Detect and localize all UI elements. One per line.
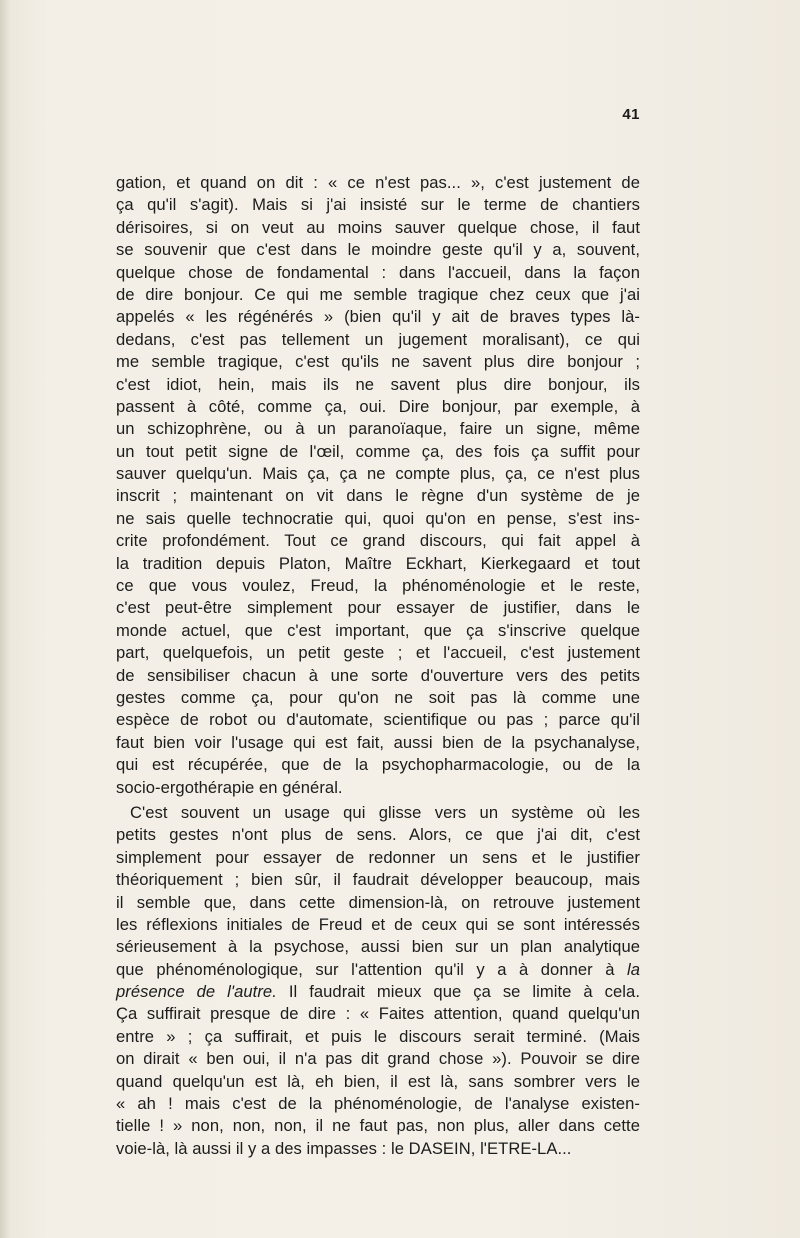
text-line: c'est idiot, hein, mais ils ne savent plus dire bonjour, ils [116,374,640,394]
text-line: Ça suffirait presque de dire : « Faites attention, quand quelqu'un [116,1004,640,1024]
text-line: socio-ergothérapie en général. [116,777,343,797]
italic-phrase: présence de l'autre. [116,982,277,1002]
text-line: quelque chose de fondamental : dans l'accueil, dans la façon [116,262,640,282]
text-line: dedans, c'est pas tellement un jugement moralisant), ce qui [116,329,640,349]
text-line: ce que vous voulez, Freud, la phénoménologie et le reste, [116,576,640,596]
text-line: il semble que, dans cette dimension-là, on retrouve justement [116,892,640,912]
text-line: me semble tragique, c'est qu'ils ne savent plus dire bonjour ; [116,352,640,372]
text-line: faut bien voir l'usage qui est fait, aussi bien de la psychanalyse, [116,732,640,752]
text-line: de dire bonjour. Ce qui me semble tragique chez ceux que j'ai [116,284,640,304]
text-line: C'est souvent un usage qui glisse vers un système où les [130,802,640,822]
text-line: ne sais quelle technocratie qui, quoi qu'on en pense, s'est ins- [116,508,640,528]
text-line: sérieusement à la psychose, aussi bien sur un plan analytique [116,937,640,957]
text-line: dérisoires, si on veut au moins sauver quelque chose, il faut [116,217,640,237]
text-line: les réflexions initiales de Freud et de ceux qui se sont intéressés [116,914,640,934]
text-line: c'est peut-être simplement pour essayer de justifier, dans le [116,598,640,618]
text-line: un tout petit signe de l'œil, comme ça, des fois ça suffit pour [116,441,640,461]
text-line: inscrit ; maintenant on vit dans le règne d'un système de je [116,486,640,506]
text-line: appelés « les régénérés » (bien qu'il y ait de braves types là- [116,307,640,327]
text-line: passent à côté, comme ça, oui. Dire bonjour, par exemple, à [116,396,640,416]
text-line: sauver quelqu'un. Mais ça, ça ne compte plus, ça, ce n'est plus [116,464,640,484]
paragraph-2 [116,802,640,1160]
text-line: « ah ! mais c'est de la phénoménologie, de l'analyse existen- [116,1094,640,1114]
paragraph-1 [116,172,640,799]
text-line: part, quelquefois, un petit geste ; et l'accueil, c'est justement [116,643,640,663]
text-line: entre » ; ça suffirait, et puis le discours serait terminé. (Mais [116,1026,640,1046]
text-line: gestes comme ça, pour qu'on ne soit pas là comme une [116,687,640,707]
text-line: un schizophrène, ou à un paranoïaque, faire un signe, même [116,419,640,439]
text-line: la tradition depuis Platon, Maître Eckhart, Kierkegaard et tout [116,553,640,573]
text-line: on dirait « ben oui, il n'a pas dit grand chose »). Pouvoir se dire [116,1049,640,1069]
text-line: gation, et quand on dit : « ce n'est pas... », c'est justement de [116,173,640,192]
text-line: monde actuel, que c'est important, que ça s'inscrive quelque [116,620,640,640]
page-number: 41 [622,106,640,123]
text-line: petits gestes n'ont plus de sens. Alors, ce que j'ai dit, c'est [116,825,640,845]
body-text [116,172,640,1160]
text-line: de sensibiliser chacun à une sorte d'ouverture vers des petits [116,665,640,685]
text-line: espèce de robot ou d'automate, scientifique ou pas ; parce qu'il [116,710,640,730]
text-line: simplement pour essayer de redonner un sens et le justifier [116,847,640,867]
text-line: que phénoménologique, sur l'attention qu'il y a à donner à la [116,959,640,979]
text-line: présence de l'autre. Il faudrait mieux que ça se limite à cela. [116,982,640,1002]
page-gutter-shadow [0,0,10,1238]
italic-phrase: la [626,959,640,979]
text-line: qui est récupérée, que de la psychopharmacologie, ou de la [116,755,640,775]
text-line: voie-là, là aussi il y a des impasses : le DASEIN, l'ETRE-LA... [116,1138,572,1158]
text-line: crite profondément. Tout ce grand discours, qui fait appel à [116,531,640,551]
text-line: ça qu'il s'agit). Mais si j'ai insisté sur le terme de chantiers [116,195,640,215]
text-line: se souvenir que c'est dans le moindre geste qu'il y a, souvent, [116,240,640,260]
text-line: tielle ! » non, non, non, il ne faut pas, non plus, aller dans cette [116,1116,640,1136]
text-line: théoriquement ; bien sûr, il faudrait développer beaucoup, mais [116,870,640,890]
text-line: quand quelqu'un est là, eh bien, il est là, sans sombrer vers le [116,1071,640,1091]
